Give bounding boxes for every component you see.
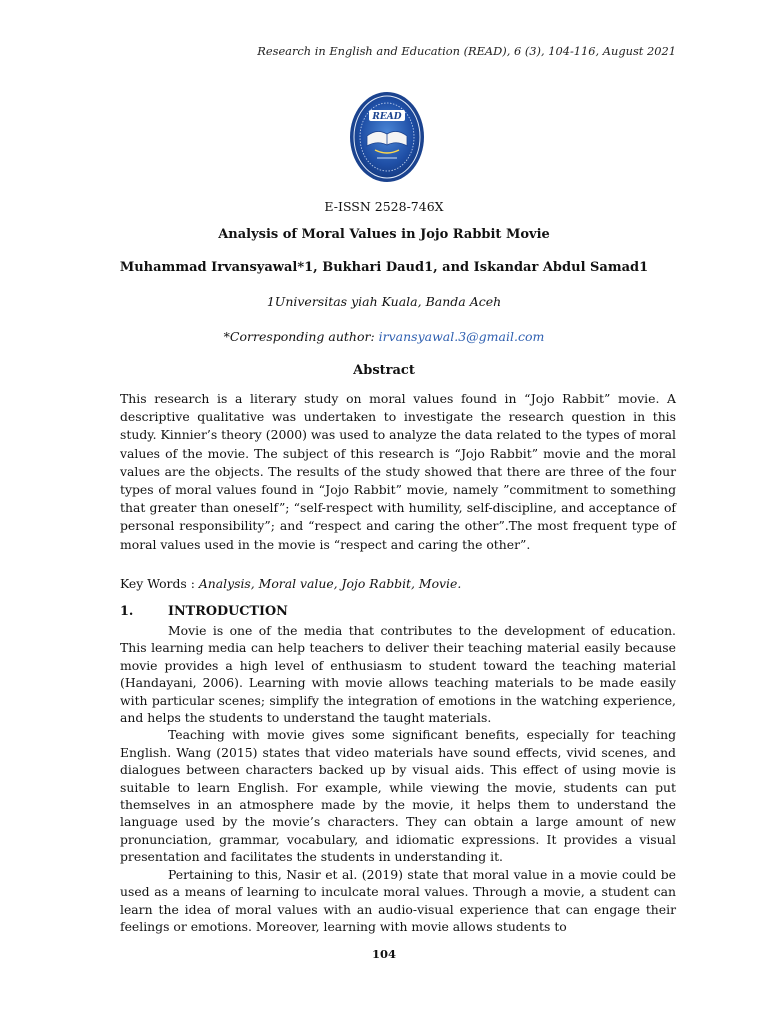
paragraph: Teaching with movie gives some significant benefits, especially for teaching English. Wang (2015) states that video materials have sound effects, vivid scenes, and dialogues between characters backed up by visual aids. This effect of using movie is suitable to learn English. For example, while viewing the movie, students can put themselves in an atmosphere made by the movie, it helps them to understand the language used by the movie’s characters. They can obtain a large amount of new pronunciation, grammar, vocabulary, and idiomatic expressions. It provides a visual presentation and facilitates the students in understanding it.: [120, 727, 676, 865]
abstract-text: This research is a literary study on moral values found in “Jojo Rabbit” movie. A descriptive qualitative was undertaken to investigate the research question in this study. Kinnier’s theory (2000) was used to analyze the data related to the types of moral values of the movie. The subject of this research is “Jojo Rabbit” movie and the moral values are the objects. The results of the study showed that there are three of the four types of moral values found in “Jojo Rabbit” movie, namely ”commitment to something that greater than oneself”; “self-respect with humility, self-discipline, and acceptance of personal responsibility”; and “respect and caring the other”.The most frequent type of moral values used in the movie is “respect and caring the other”.: [120, 391, 676, 552]
affiliation: 1Universitas yiah Kuala, Banda Aceh: [266, 294, 502, 309]
paper-title: Analysis of Moral Values in Jojo Rabbit Movie: [218, 227, 550, 242]
abstract-heading: Abstract: [353, 363, 415, 378]
page-number: 104: [371, 947, 396, 961]
running-header: Research in English and Education (READ), 6 (3), 104-116, August 2021: [257, 44, 676, 58]
corresponding-label: *Corresponding author:: [223, 329, 379, 344]
logo-wordmark: READ: [372, 112, 402, 122]
authors: Muhammad Irvansyawal*1, Bukhari Daud1, and Iskandar Abdul Samad1: [119, 260, 649, 275]
introduction-body: [120, 622, 676, 935]
corresponding-email-link[interactable]: irvansyawal.3@gmail.com: [378, 329, 545, 344]
corresponding-author: [0, 329, 768, 344]
keywords-list: Analysis, Moral value, Jojo Rabbit, Movie.: [198, 576, 462, 591]
paragraph: Pertaining to this, Nasir et al. (2019) state that moral value in a movie could be used as a means of learning to inculcate moral values. Through a movie, a student can learn the idea of moral values with an audio-visual experience that can engage their feelings or emotions. Moreover, learning with movie allows students to: [120, 866, 676, 934]
keywords: [120, 576, 676, 591]
section-heading: [120, 604, 288, 619]
journal-logo: [349, 90, 425, 184]
read-seal-icon: [349, 90, 425, 184]
section-title: INTRODUCTION: [168, 604, 288, 619]
issn: E-ISSN 2528-746X: [324, 199, 444, 214]
paragraph: Movie is one of the media that contributes to the development of education. This learning media can help teachers to deliver their teaching material easily because movie provides a high level of enthusiasm to student toward the teaching material (Handayani, 2006). Learning with movie allows teaching materials to be made easily with particular scenes; simplify the integration of emotions in the watching experience, and helps the students to understand the taught materials.: [120, 623, 676, 726]
keywords-label: Key Words :: [120, 576, 199, 591]
section-number: 1.: [120, 604, 134, 619]
